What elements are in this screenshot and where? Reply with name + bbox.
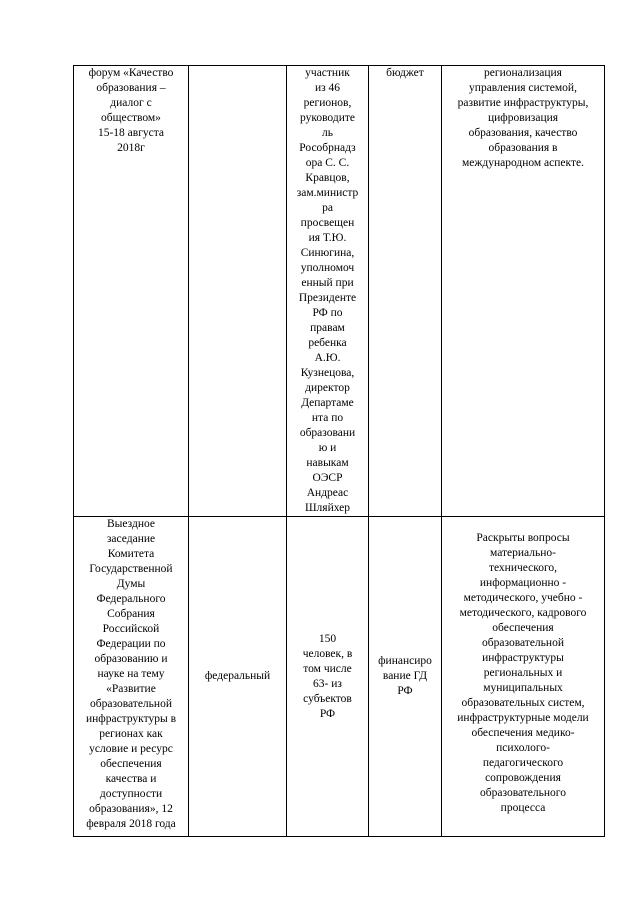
funding-cell: бюджет [369,66,442,517]
participants-cell: участник из 46 регионов, руководите ль Рособрнадз ора С. С. Кравцов, зам.министр ра просвещен ия Т.Ю. Синюгина, уполномоч енный при Президенте РФ по правам ребенка А.Ю. Кузнецова, директор Департаме нта по образовани ю и навыкам ОЭСР Андреас Шляйхер [287,66,369,517]
table-row [74,66,605,517]
event-cell: форум «Качество образования – диалог с обществом» 15-18 августа 2018г [74,66,189,517]
funding-cell: финансиро вание ГД РФ [369,517,442,837]
result-cell: Раскрыты вопросы материально- технического, информационно - методического, учебно - методического, кадрового обеспечения образовательной инфраструктуры региональных и муниципальных образовательных систем, инфраструктурные модели обеспечения медико- психолого- педагогического сопровождения образовательного процесса [442,517,605,837]
level-cell [189,66,287,517]
level-cell: федеральный [189,517,287,837]
table-row [74,517,605,837]
result-cell: регионализация управления системой, развитие инфраструктуры, цифровизация образования, качество образования в международном аспекте. [442,66,605,517]
participants-cell: 150 человек, в том числе 63- из субъектов РФ [287,517,369,837]
events-table [73,65,605,837]
event-cell: Выездное заседание Комитета Государственной Думы Федерального Собрания Российской Федерации по образованию и науке на тему «Развитие образовательной инфраструктуры в регионах как условие и ресурс обеспечения качества и доступности образования», 12 февраля 2018 года [74,517,189,837]
